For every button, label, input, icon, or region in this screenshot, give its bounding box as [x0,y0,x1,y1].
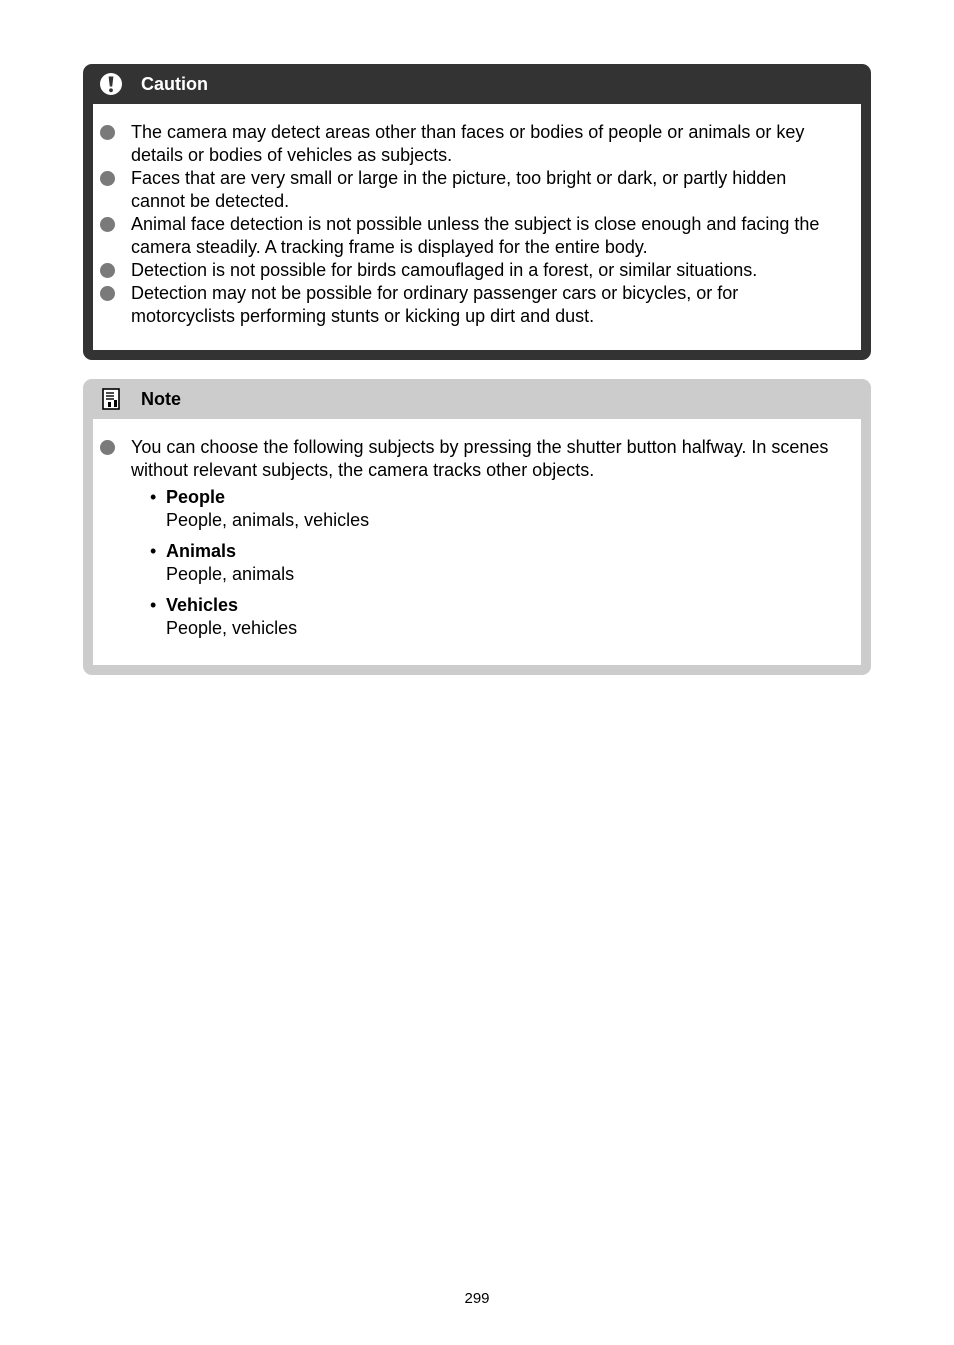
subject-desc: People, animals [166,564,295,584]
caution-body [93,104,861,350]
note-icon [99,387,123,411]
caution-title: Caution [141,74,208,94]
note-intro-text: You can choose the following subjects by pressing the shutter button halfway. In scenes without relevant subjects, the camera tracks other objects. [131,437,829,480]
subject-title: Vehicles [166,595,239,615]
sub-bullet: • [150,595,157,615]
note-box [83,379,871,675]
note-title: Note [141,389,181,409]
caution-item [131,259,841,282]
caution-item [131,167,841,213]
subject-item-people [150,486,837,532]
caution-item-text: Detection may not be possible for ordinary passenger cars or bicycles, or for motorcyclists performing stunts or kicking up dirt and dust. [131,283,739,326]
caution-item [131,121,841,167]
bullet-dot-icon [100,286,115,301]
bullet-dot-icon [100,440,115,455]
subject-item-animals [150,540,837,586]
note-header [93,379,861,419]
caution-item-text: Faces that are very small or large in the picture, too bright or dark, or partly hidden cannot be detected. [131,168,787,211]
caution-item-text: The camera may detect areas other than faces or bodies of people or animals or key details or bodies of vehicles as subjects. [131,122,805,165]
caution-item [131,282,841,328]
caution-list [131,121,841,328]
caution-icon [99,72,123,96]
subject-list [131,486,837,640]
bullet-dot-icon [100,263,115,278]
caution-box [83,64,871,360]
subject-title: People [166,487,226,507]
caution-header [93,64,861,104]
subject-desc: People, animals, vehicles [166,510,370,530]
bullet-dot-icon [100,171,115,186]
sub-bullet: • [150,487,157,507]
subject-item-vehicles [150,594,837,640]
caution-item-text: Detection is not possible for birds camouflaged in a forest, or similar situations. [131,260,758,280]
caution-item [131,213,841,259]
caution-item-text: Animal face detection is not possible unless the subject is close enough and facing the camera steadily. A tracking frame is displayed for the entire body. [131,214,820,257]
page-number: 299 [464,1290,490,1307]
note-body [93,419,861,665]
bullet-dot-icon [100,125,115,140]
note-item [131,436,841,640]
sub-bullet: • [150,541,157,561]
subject-title: Animals [166,541,237,561]
subject-desc: People, vehicles [166,618,298,638]
bullet-dot-icon [100,217,115,232]
note-list [131,436,841,640]
